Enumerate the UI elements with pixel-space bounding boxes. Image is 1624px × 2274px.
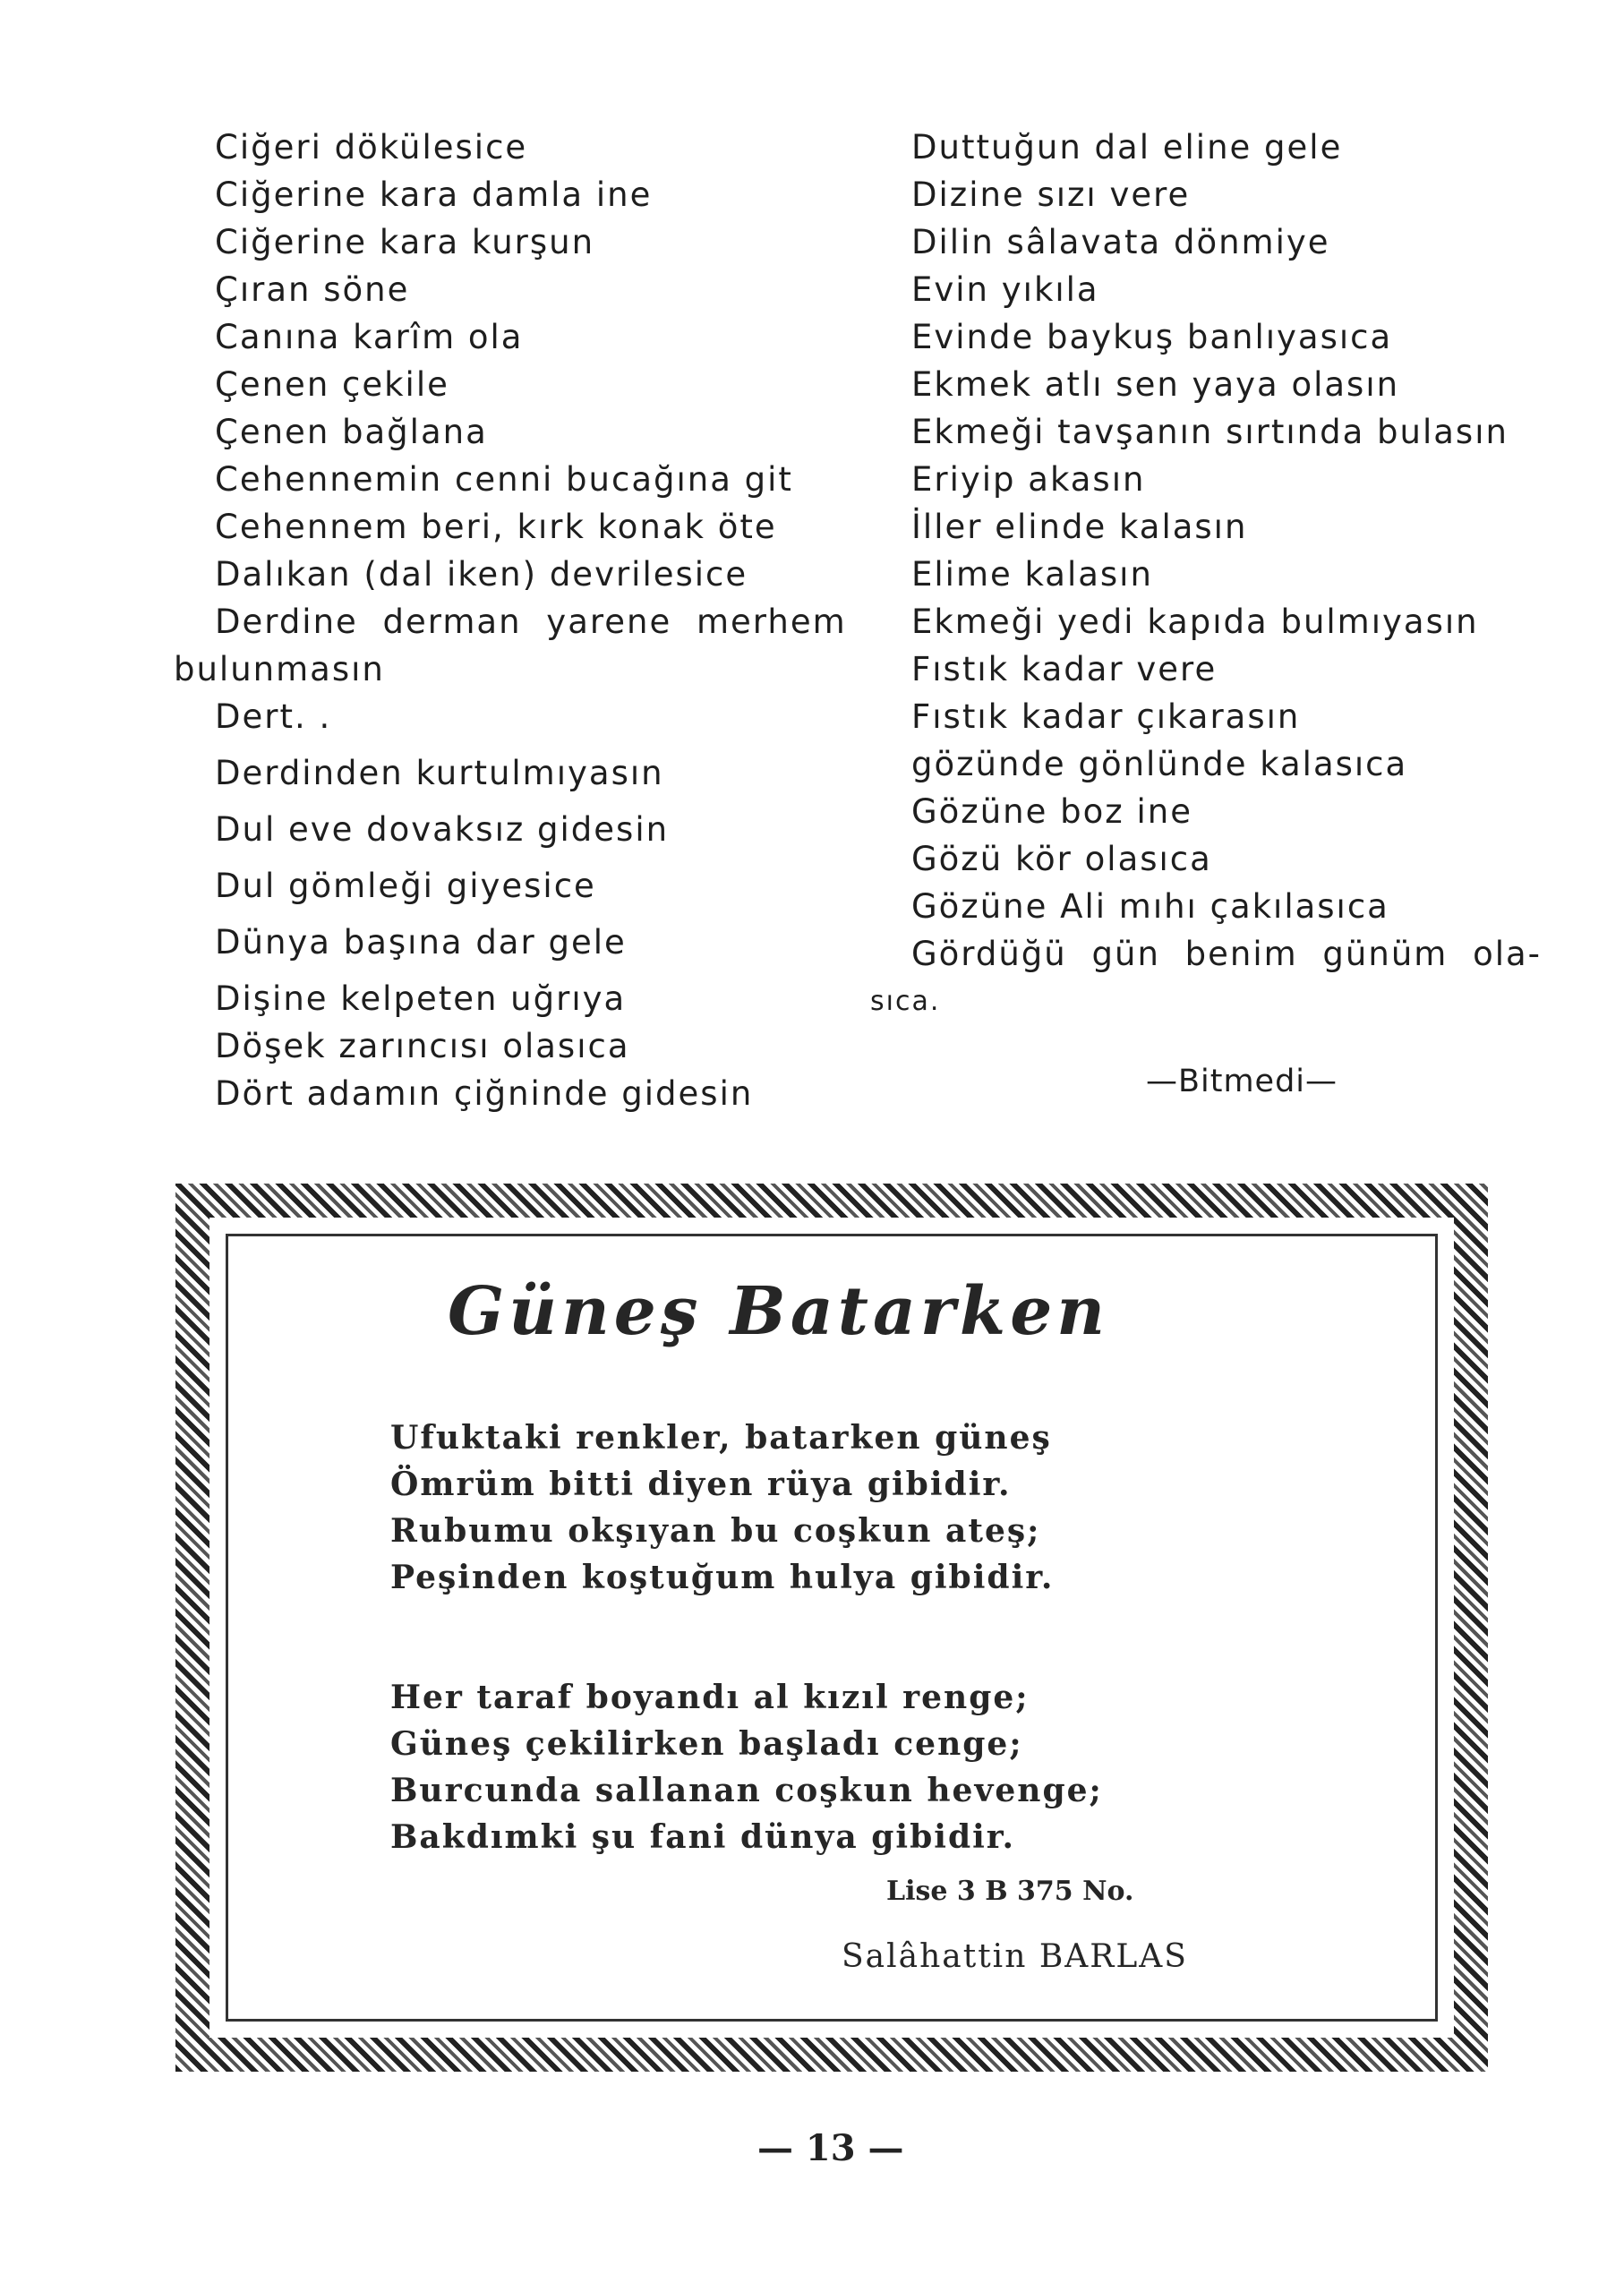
list-line: Evin yıkıla [911,270,1099,309]
poem-line: Peşinden koştuğum hulya gibidir. [390,1559,1055,1596]
list-line: Dünya başına dar gele [215,923,627,962]
author-name: Salâhattin BARLAS [842,1938,1188,1975]
list-line: Ciğerine kara damla ine [215,175,653,214]
list-line: Ciğerine kara kurşun [215,223,595,261]
to-be-continued-note: —Bitmedi— [1146,1064,1338,1099]
list-line: Çenen çekile [215,365,449,404]
list-line: Derdine derman yarene merhem [215,603,847,641]
poem-line: Rubumu okşıyan bu coşkun ateş; [390,1512,1041,1550]
page-number: — 13 — [757,2127,904,2169]
list-line-continuation: sıca. [870,986,941,1017]
list-line: Cehennemin cenni bucağına git [215,460,793,499]
list-line: Dul eve dovaksız gidesin [215,810,670,849]
list-line-continuation: bulunmasın [174,650,385,688]
list-line: Dört adamın çiğninde gidesin [215,1074,754,1113]
list-line: Dul gömleği giyesice [215,867,596,905]
poem-line: Burcunda sallanan coşkun hevenge; [390,1772,1103,1809]
list-line: İller elinde kalasın [911,508,1248,546]
author-school-info: Lise 3 B 375 No. [886,1876,1134,1907]
poem-line: Her taraf boyandı al kızıl renge; [390,1679,1030,1716]
list-line: Çıran söne [215,270,410,309]
list-line: Elime kalasın [911,555,1153,594]
list-line: Gözü kör olasıca [911,840,1212,878]
list-line: Cehennem beri, kırk konak öte [215,508,777,546]
list-line: Ciğeri dökülesice [215,128,528,167]
list-line: Fıstık kadar vere [911,650,1218,688]
list-line: Dalıkan (dal iken) devrilesice [215,555,748,594]
list-line: Ekmeği tavşanın sırtında bulasın [911,413,1509,451]
poem-box [226,1234,1438,2022]
poem-line: Ufuktaki renkler, batarken güneş [390,1419,1052,1457]
list-line: gözünde gönlünde kalasıca [911,745,1408,783]
poem-title: Güneş Batarken [448,1273,1110,1350]
list-line: Gördüğü gün benim günüm ola- [911,935,1543,973]
poem-line: Güneş çekilirken başladı cenge; [390,1725,1023,1763]
list-line: Duttuğun dal eline gele [911,128,1343,167]
list-line: Gözüne Ali mıhı çakılasıca [911,887,1389,926]
poem-stanza-2 [390,1674,1103,1860]
list-line: Çenen bağlana [215,413,488,451]
list-line: Dert. . [215,697,332,736]
list-line: Dişine kelpeten uğrıya [215,979,627,1018]
list-line: Dizine sızı vere [911,175,1191,214]
list-line: Evinde baykuş banlıyasıca [911,318,1393,356]
list-line: Dilin sâlavata dönmiye [911,223,1330,261]
poem-stanza-1 [390,1415,1054,1601]
list-line: Derdinden kurtulmıyasın [215,754,664,792]
list-line: Fıstık kadar çıkarasın [911,697,1301,736]
curse-list-left-column [174,124,877,1117]
poem-line: Bakdımki şu fani dünya gibidir. [390,1818,1015,1856]
list-line: Canına karîm ola [215,318,524,356]
list-line: Gözüne boz ine [911,792,1192,831]
list-line: Döşek zarıncısı olasıca [215,1027,630,1065]
list-line: Ekmeği yedi kapıda bulmıyasın [911,603,1479,641]
list-line: Eriyip akasın [911,460,1146,499]
list-line: Ekmek atlı sen yaya olasın [911,365,1400,404]
curse-list-right-column [870,124,1543,1025]
poem-line: Ömrüm bitti diyen rüya gibidir. [390,1466,1012,1503]
